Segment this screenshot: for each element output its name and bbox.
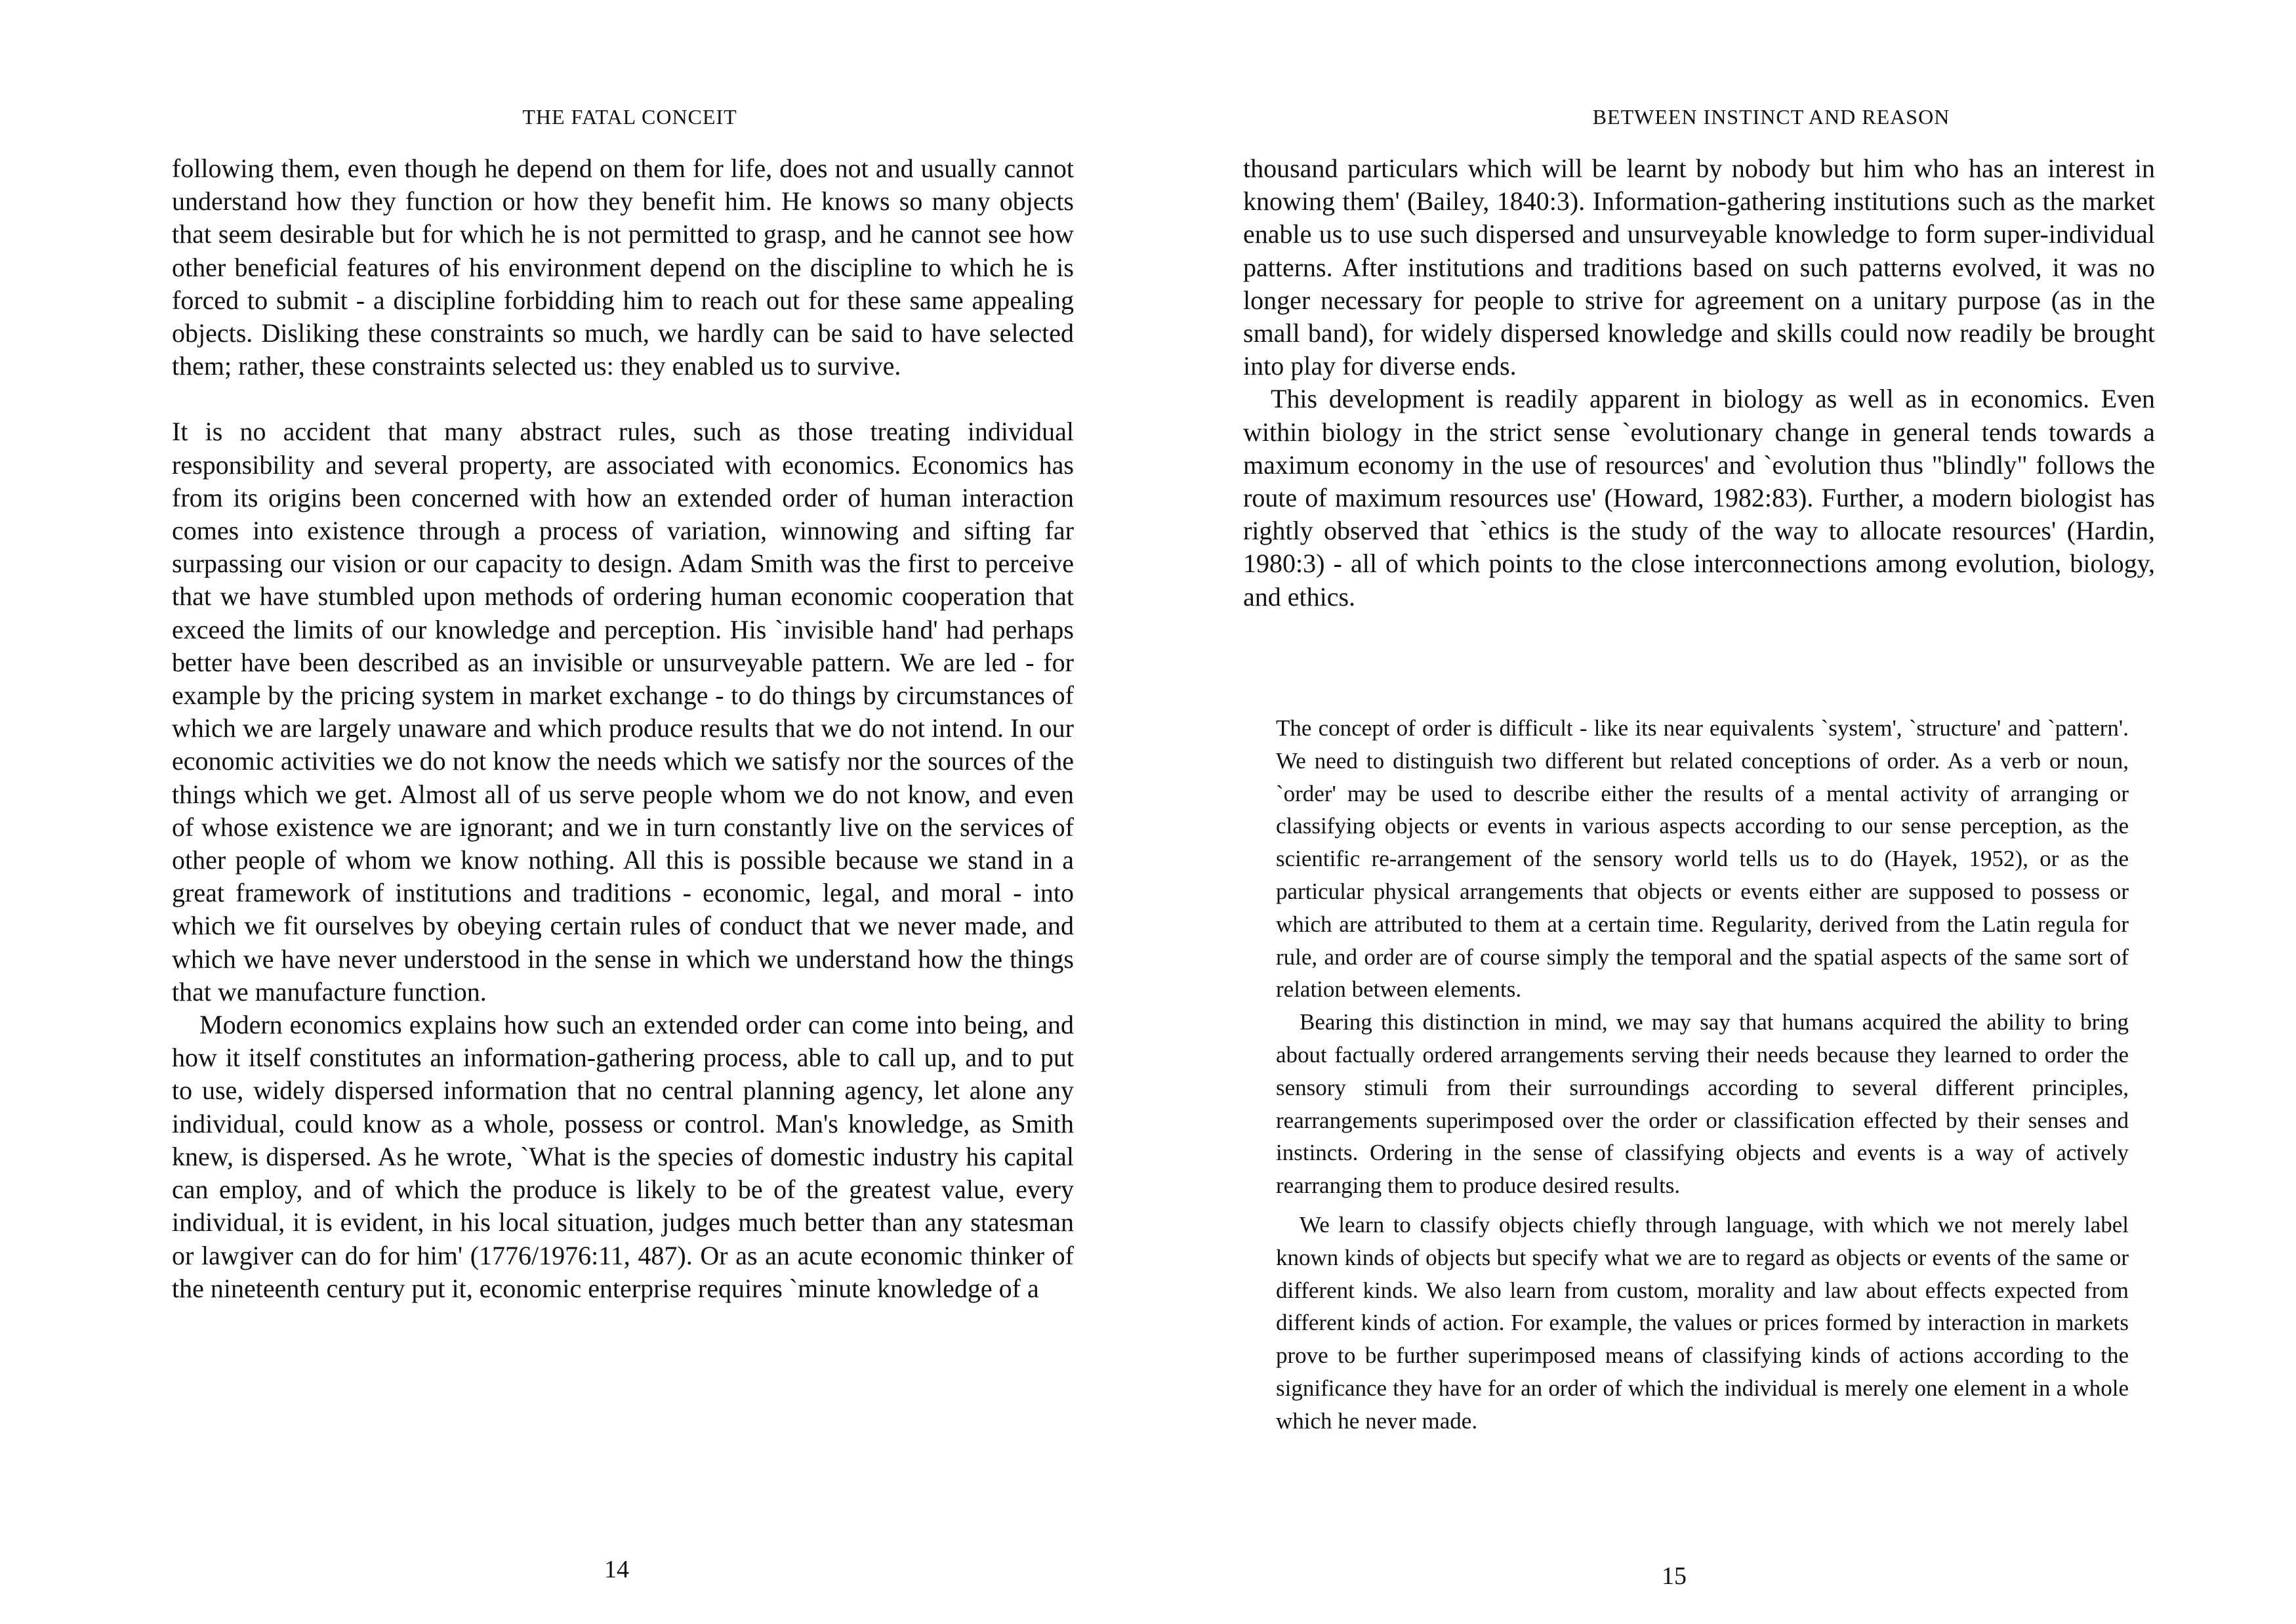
running-head-right: BETWEEN INSTINCT AND REASON (1592, 105, 1950, 129)
page-number-left: 14 (604, 1556, 629, 1583)
right-paragraph-1: thousand particulars which will be learnt by nobody but him who has an interest in knowing them' (Bailey, 1840:3). Information-gathering institutions such as the market enable us to use such dispersed and unsurveyable knowledge to form super-individual patterns. After institutions and traditions based on such patterns evolved, it was no longer necessary for people to strive for agreement on a unitary purpose (as in the small band), for widely dispersed knowledge and skills could now readily be brought into play for diverse ends. (1243, 154, 2155, 381)
right-paragraph-2: This development is readily apparent in biology as well as in economics. Even within biology in the strict sense `evolutionary change in general tends towards a maximum economy in the use of resources' and `evolution thus "blindly" follows the route of maximum resources use' (Howard, 1982:83). Further, a modern biologist has rightly observed that `ethics is the study of the way to allocate resources' (Hardin, 1980:3) - all of which points to the close interconnections among evolution, biology, and ethics. (1243, 384, 2155, 612)
left-paragraph-3: Modern economics explains how such an extended order can come into being, and how it itself constitutes an information-gathering process, able to call up, and to put to use, widely dispersed information that no central planning agency, let alone any individual, could know as a whole, possess or control. Man's knowledge, as Smith knew, is dispersed. As he wrote, `What is the species of domestic industry his capital can employ, and of which the produce is likely to be of the greatest value, every individual, it is evident, in his local situation, judges much better than any statesman or lawgiver can do for him' (1776/1976:11, 487). Or as an acute economic thinker of the nineteenth century put it, economic enterprise requires `minute knowledge of a (172, 1010, 1074, 1303)
indented-block (1276, 712, 2129, 1438)
page-number-right: 15 (1662, 1562, 1687, 1590)
left-page-body (172, 152, 1074, 1305)
right-page (1148, 0, 2296, 1624)
left-paragraph-1: following them, even though he depend on them for life, does not and usually cannot understand how they function or how they benefit him. He knows so many objects that seem desirable but for which he is not permitted to grasp, and he cannot see how other beneficial features of his environment depend on the discipline to which he is forced to submit - a discipline forbidding him to reach out for these same appealing objects. Disliking these constraints so much, we hardly can be said to have selected them; rather, these constraints selected us: they enabled us to survive. (172, 154, 1074, 381)
block-paragraph-1: The concept of order is difficult - like its near equivalents `system', `structure' and `pattern'. We need to distinguish two different but related conceptions of order. As a verb or noun, `order' may be used to describe either the results of a mental activity of arranging or classifying objects or events in various aspects according to our sense perception, as the scientific re-arrangement of the sensory world tells us to do (Hayek, 1952), or as the particular physical arrangements that objects or events either are supposed to possess or which are attributed to them at a certain time. Regularity, derived from the Latin regula for rule, and order are of course simply the temporal and the spatial aspects of the same sort of relation between elements. (1276, 715, 2129, 1003)
block-paragraph-3: We learn to classify objects chiefly through language, with which we not merely label known kinds of objects but specify what we are to regard as objects or events of the same or different kinds. We also learn from custom, morality and law about effects expected from different kinds of action. For example, the values or prices formed by interaction in markets prove to be further superimposed means of classifying kinds of actions according to the significance they have for an order of which the individual is merely one element in a whole which he never made. (1276, 1211, 2129, 1434)
block-paragraph-2: Bearing this distinction in mind, we may say that humans acquired the ability to bring about factually ordered arrangements serving their needs because they learned to order the sensory stimuli from their surroundings according to several different principles, rearrangements superimposed over the order or classification effected by their senses and instincts. Ordering in the sense of classifying objects and events is a way of actively rearranging them to produce desired results. (1276, 1009, 2129, 1199)
right-page-body (1243, 152, 2155, 614)
left-paragraph-2: It is no accident that many abstract rules, such as those treating individual responsibility and several property, are associated with economics. Economics has from its origins been concerned with how an extended order of human interaction comes into existence through a process of variation, winnowing and sifting far surpassing our vision or our capacity to design. Adam Smith was the first to perceive that we have stumbled upon methods of ordering human economic cooperation that exceed the limits of our knowledge and perception. His `invisible hand' had perhaps better have been described as an invisible or unsurveyable pattern. We are led - for example by the pricing system in market exchange - to do things by circumstances of which we are largely unaware and which produce results that we do not intend. In our economic activities we do not know the needs which we satisfy nor the sources of the things which we get. Almost all of us serve people whom we do not know, and even of whose existence we are ignorant; and we in turn constantly live on the services of other people of whom we know nothing. All this is possible because we stand in a great framework of institutions and traditions - economic, legal, and moral - into which we fit ourselves by obeying certain rules of conduct that we never made, and which we have never understood in the sense in which we understand how the things that we manufacture function. (172, 417, 1074, 1007)
running-head-left: THE FATAL CONCEIT (522, 105, 737, 129)
